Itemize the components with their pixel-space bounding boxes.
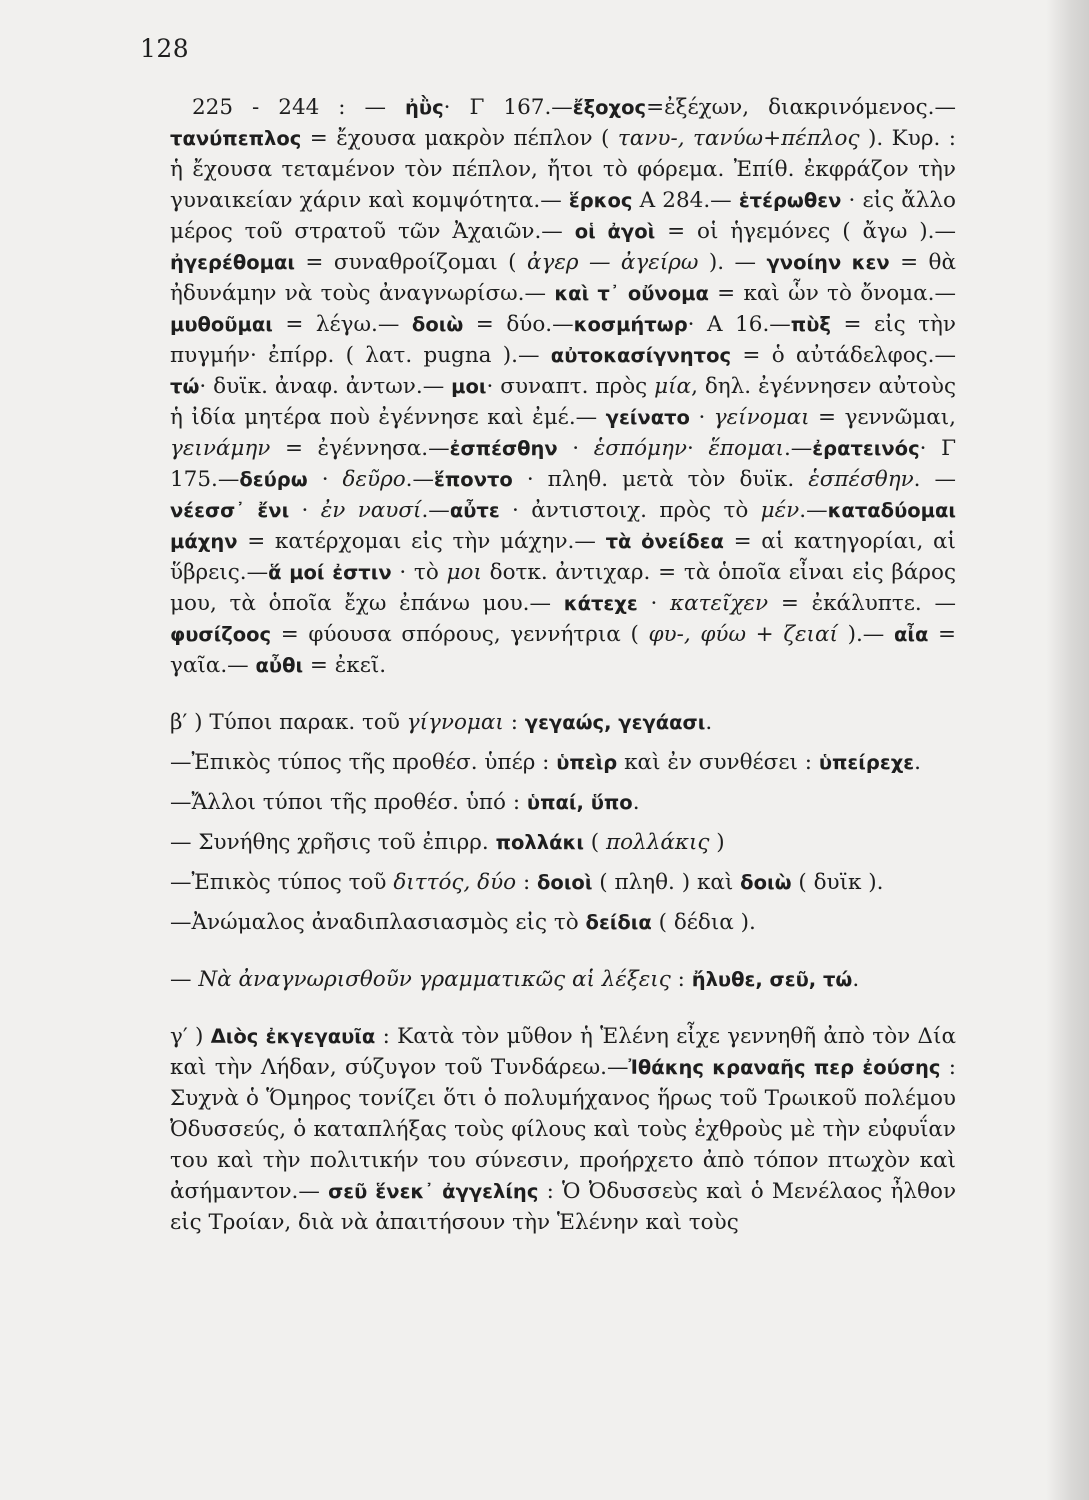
italic-text: ἑσπέσθην [808, 467, 914, 492]
lemma-term: δοιὼ [740, 871, 792, 894]
lemma-term: μυθοῦμαι [170, 313, 273, 336]
body-text: · ἀντιστοιχ. πρὸς τὸ [499, 498, 761, 523]
italic-text: φυ-, φύω + ζειαί [648, 622, 838, 647]
lemma-term: πὺξ [790, 313, 831, 336]
body-text: .— [783, 436, 813, 461]
lemma-term: δεύρω [239, 468, 308, 491]
italic-text: διττός, δύο [393, 870, 517, 895]
lemma-term: δοιοὶ [537, 871, 593, 894]
lemma-term: δοιὼ [411, 313, 464, 336]
lemma-term: αὖθι [255, 654, 304, 677]
body-text: — Συνήθης χρῆσις τοῦ ἐπιρρ. [170, 830, 496, 855]
lemma-term: αἶα [893, 623, 929, 646]
lemma-term: ἠῢς [405, 96, 444, 119]
body-text: = καὶ ὧν τὸ ὄνομα.— [708, 281, 956, 306]
body-text: ( [583, 830, 606, 855]
lemma-term: ὑπαί, ὕπο [526, 791, 633, 814]
lemma-term: ἅ μοί ἐστιν [268, 561, 392, 584]
body-text: · [289, 498, 321, 523]
italic-text: γείνομαι [713, 405, 810, 430]
body-text: : Ὁ Ὀδυσσεὺς καὶ ὁ Μενέλαος ἦλθον εἰς Τροίαν, διὰ νὰ ἀπαιτήσουν τὴν Ἑλένην καὶ τοὺς [170, 1179, 957, 1235]
body-text: = ἔχουσα μακρὸν πέπλον ( [301, 126, 618, 151]
note-paragraph [170, 907, 956, 938]
lemma-term: ἠγερέθομαι [170, 251, 295, 274]
body-text: . [914, 750, 921, 775]
italic-text: δεῦρο [342, 467, 406, 492]
body-text: · Α 16.— [687, 312, 791, 337]
lemma-term: ἤλυθε, σεῦ, τώ [691, 968, 853, 991]
body-text: : Συχνὰ ὁ Ὅμηρος τονίζει ὅτι ὁ πολυμήχανος ἥρως τοῦ Τρωικοῦ πολέμου Ὀδυσσεύς, ὁ καταπλήξας τοὺς φίλους καὶ τοὺς ἐχθροὺς μὲ τὴν εὐφυΐαν του καὶ τὴν πολιτικήν του σύνεσιν, προήρχετο ἀπὸ τόπον πτωχὸν καὶ ἀσήμαντον.— [170, 1055, 957, 1204]
lemma-term: ἕποντο [434, 468, 513, 491]
body-text: = συναθροίζομαι ( [294, 250, 527, 275]
commentary-paragraph [170, 92, 956, 681]
italic-text: γίγνομαι [406, 710, 504, 735]
italic-text: ἕπομαι [708, 436, 784, 461]
body-text: . — [913, 467, 956, 492]
lemma-term: ἕρκος [568, 189, 633, 212]
body-text: · [557, 436, 594, 461]
lemma-term: γείνατο [605, 406, 690, 429]
body-text: ( δέδια ). [651, 910, 756, 935]
body-text: · Γ 175.— [170, 436, 956, 492]
italic-text: γεινάμην [170, 436, 271, 461]
lemma-term: ἐσπέσθην [449, 437, 558, 460]
lemma-term: κοσμήτωρ [573, 313, 688, 336]
italic-text: κατεῖχεν [670, 591, 769, 616]
lemma-term: σεῦ ἕνεκ᾽ ἀγγελίης [328, 1180, 539, 1203]
section-b-paragraph [170, 707, 956, 738]
body-text: καὶ ἐν συνθέσει : [617, 750, 819, 775]
body-text: = γεννῶμαι, [809, 405, 956, 430]
lemma-term: ὑπείρεχε [818, 751, 915, 774]
body-text: · Γ 167.— [443, 95, 573, 120]
lemma-term: καταδύομαι μάχην [170, 499, 956, 553]
lemma-term: αὖτε [449, 499, 500, 522]
body-text: · [307, 467, 343, 492]
body-text: = δύο.— [463, 312, 574, 337]
italic-text: ἑσπόμην [593, 436, 687, 461]
lemma-term: τὰ ὀνείδεα [605, 530, 724, 553]
italic-text: μία [654, 374, 692, 399]
lemma-term: ὑπεὶρ [556, 751, 618, 774]
body-text: —Ἐπικὸς τύπος τοῦ [170, 870, 394, 895]
body-text: = θὰ ἠδυνάμην νὰ τοὺς ἀναγνωρίσω.— [170, 250, 956, 306]
body-text: .— [799, 498, 828, 523]
lemma-term: ἑτέρωθεν [738, 189, 842, 212]
body-text: . [852, 967, 860, 992]
italic-text: ἐν ναυσί [320, 498, 422, 523]
body-text: = κατέρχομαι εἰς τὴν μάχην.— [237, 529, 606, 554]
body-text: — [170, 967, 199, 992]
body-text: .— [405, 467, 435, 492]
body-text: =ἐξέχων, διακρινόμενος.— [646, 95, 956, 120]
page-body [170, 92, 956, 1238]
lemma-term: πολλάκι [495, 831, 584, 854]
body-text: ) [709, 830, 725, 855]
body-text: γ′ ) [170, 1024, 211, 1049]
lemma-term: ἔξοχος [572, 96, 647, 119]
italic-text: μέν [760, 498, 800, 523]
body-text: , δηλ. ἐγέννησεν αὐτοὺς ἡ ἰδία μητέρα ποὺ ἐγέννησε καὶ ἐμέ.— [170, 374, 956, 430]
body-text: = γαῖα.— [170, 622, 957, 678]
body-text: · [689, 405, 714, 430]
lemma-term: οἱ ἀγοὶ [574, 220, 656, 243]
body-text: Α 284.— [632, 188, 739, 213]
lemma-term: δείδια [585, 911, 652, 934]
lemma-term: ἐρατεινός [812, 437, 920, 460]
body-text: : [670, 967, 692, 992]
lemma-term: τανύπεπλος [170, 127, 302, 150]
body-text: = εἰς τὴν πυγμήν· ἐπίρρ. ( λατ. pugna ).— [170, 312, 956, 368]
body-text: · συναπτ. πρὸς [486, 374, 655, 399]
body-text: ). — [698, 250, 767, 275]
body-text: = ὁ αὐτάδελφος.— [731, 343, 957, 368]
body-text: : [503, 710, 525, 735]
lemma-term: γνοίην κεν [766, 251, 890, 274]
note-paragraph [170, 787, 956, 818]
body-text: —Ἐπικὸς τύπος τῆς προθέσ. ὑπέρ : [170, 750, 557, 775]
body-text: = οἱ ἡγεμόνες ( ἄγω ).— [655, 219, 956, 244]
lemma-term: τώ [170, 375, 200, 398]
body-text: · πληθ. μετὰ τὸν δυϊκ. [512, 467, 809, 492]
body-text: β′ ) Τύποι παρακ. τοῦ [170, 710, 407, 735]
body-text: ( δυϊκ ). [791, 870, 884, 895]
body-text: —Ἄλλοι τύποι τῆς προθέσ. ὑπό : [170, 790, 527, 815]
body-text: · [686, 436, 709, 461]
lemma-term: καὶ τ᾽ οὔνομα [554, 282, 709, 305]
italic-text: πολλάκις [606, 830, 710, 855]
italic-text: μοι [446, 560, 482, 585]
lemma-term: γεγαώς, γεγάασι [524, 711, 706, 734]
body-text: = ἐγέννησα.— [270, 436, 450, 461]
body-text: = αἱ κατηγορίαι, αἱ ὕβρεις.— [170, 529, 956, 585]
note-paragraph [170, 867, 956, 898]
italic-text: τανυ-, τανύω+πέπλος [617, 126, 860, 151]
lemma-term: Ἰθάκης κραναῆς περ ἐούσης [628, 1056, 941, 1079]
lemma-term: αὐτοκασίγνητος [550, 344, 732, 367]
note-paragraph [170, 827, 956, 858]
body-text: · δυϊκ. ἀναφ. ἀντων.— [199, 374, 452, 399]
note-paragraph [170, 747, 956, 778]
page-number: 128 [140, 34, 190, 63]
body-text: = ἐκεῖ. [303, 653, 387, 678]
body-text: ).— [837, 622, 894, 647]
body-text: ( πληθ. ) καὶ [592, 870, 741, 895]
body-text: : [516, 870, 538, 895]
lemma-term: νέεσσ᾽ ἔνι [170, 499, 290, 522]
body-text: = φύουσα σπόρους, γεννήτρια ( [271, 622, 649, 647]
body-text: ). Κυρ. : ἡ ἔχουσα τεταμένον τὸν πέπλον, ἤτοι τὸ φόρεμα. Ἐπίθ. ἐκφράζον τὴν γυναικείαν χάριν καὶ κομψότητα.— [170, 126, 956, 213]
body-text: . [632, 790, 640, 815]
italic-text: Νὰ ἀναγνωρισθοῦν γραμματικῶς αἱ λέξεις [198, 967, 671, 992]
body-text: —Ἀνώμαλος ἀναδιπλασιασμὸς εἰς τὸ [170, 910, 586, 935]
lemma-term: μοι [451, 375, 487, 398]
lemma-term: φυσίζοος [170, 623, 272, 646]
body-text: = ἐκάλυπτε. — [768, 591, 956, 616]
body-text: · εἰς ἄλλο μέρος τοῦ στρατοῦ τῶν Ἀχαιῶν.— [170, 188, 957, 244]
lemma-term: κάτεχε [563, 592, 638, 615]
body-text: . [705, 710, 713, 735]
italic-text: ἀγερ — ἀγείρω [526, 250, 699, 275]
body-text: · [637, 591, 670, 616]
body-text: .— [421, 498, 450, 523]
section-c-paragraph [170, 1021, 956, 1238]
exercise-paragraph [170, 964, 956, 995]
body-text: 225 - 244 : — [192, 95, 406, 120]
page-edge-shadow [1046, 0, 1089, 1500]
body-text: : Κατὰ τὸν μῦθον ἡ Ἑλένη εἶχε γεννηθῆ ἀπὸ τὸν Δία καὶ τὴν Λήδαν, σύζυγον τοῦ Τυνδάρεω.— [170, 1024, 956, 1080]
body-text: · τὸ [391, 560, 447, 585]
lemma-term: Διὸς ἐκγεγαυῖα [210, 1025, 376, 1048]
body-text: = λέγω.— [272, 312, 412, 337]
body-text: δοτκ. ἀντιχαρ. = τὰ ὁποῖα εἶναι εἰς βάρος μου, τὰ ὁποῖα ἔχω ἐπάνω μου.— [170, 560, 957, 616]
